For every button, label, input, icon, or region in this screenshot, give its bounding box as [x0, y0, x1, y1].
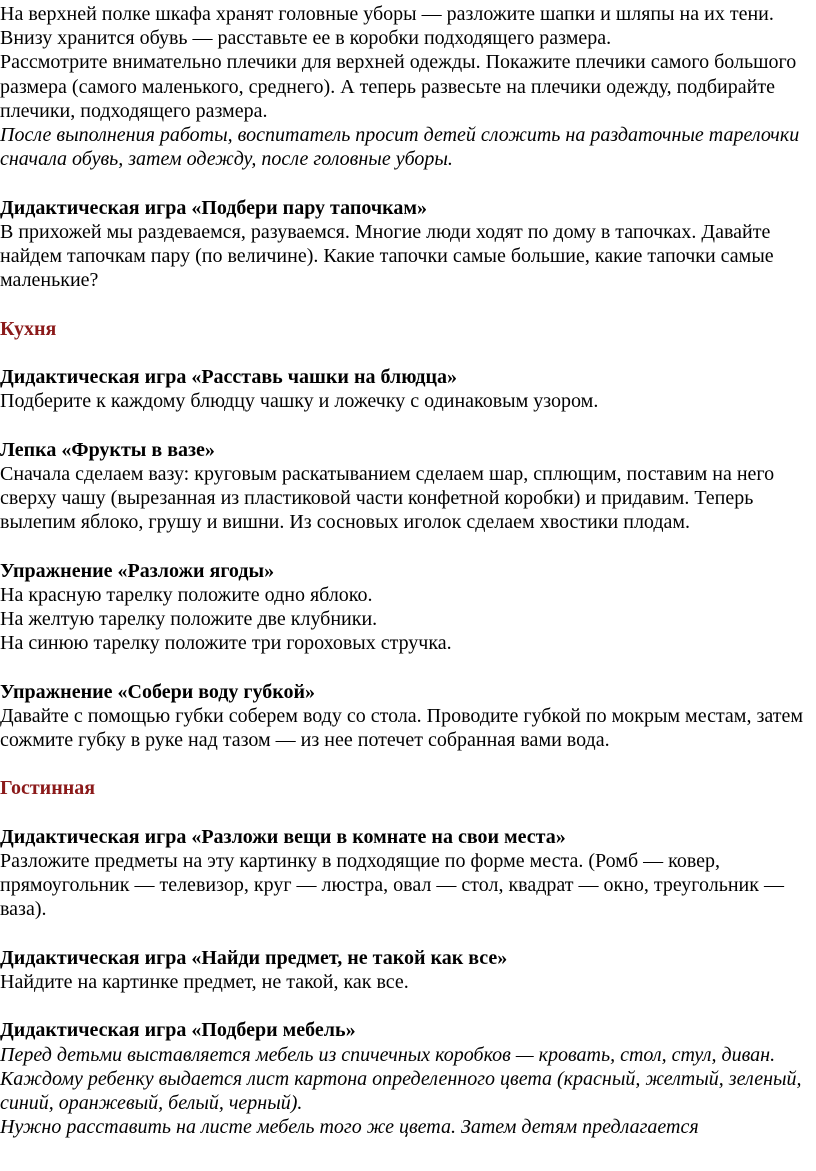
- paragraph: Найдите на картинке предмет, не такой, как все.: [0, 970, 409, 993]
- blank-line: [0, 994, 816, 1018]
- paragraph: На синюю тарелку положите три гороховых стручка.: [0, 632, 452, 655]
- section-heading: Гостинная: [0, 777, 96, 800]
- blank-line: [0, 413, 816, 437]
- activity-heading: Дидактическая игра «Подбери пару тапочкам»: [0, 196, 427, 219]
- blank-line: [0, 922, 816, 946]
- activity-heading: Дидактическая игра «Расставь чашки на блюдца»: [0, 366, 457, 388]
- activity-heading: Лепка «Фрукты в вазе»: [0, 438, 215, 461]
- blank-line: [0, 655, 816, 679]
- paragraph: На верхней полке шкафа хранят головные уборы — разложите шапки и шляпы на их тени.: [0, 3, 774, 25]
- italic-note: После выполнения работы, воспитатель просит детей сложить на раздаточные тарелочки сначала обувь, затем одежду, после головные уборы.: [0, 124, 805, 171]
- paragraph: В прихожей мы раздеваемся, разуваемся. Многие люди ходят по дому в тапочках. Давайте найдем тапочкам пару (по величине). Какие тапочки самые большие, какие тапочки самые маленькие?: [0, 220, 779, 292]
- activity-heading: Упражнение «Собери воду губкой»: [0, 680, 316, 703]
- paragraph: На желтую тарелку положите две клубники.: [0, 608, 378, 630]
- paragraph: Разложите предметы на эту картинку в подходящие по форме места. (Ромб — ковер, прямоугольник — телевизор, круг — люстра, овал — стол, квадрат — окно, треугольник — ваза).: [0, 849, 789, 921]
- italic-note: Перед детьми выставляется мебель из спичечных коробков — кровать, стол, стул, диван. Каждому ребенку выдается лист картона определенного цвета (красный, желтый, зеленый, синий, оранжевый, белый, черный).: [0, 1043, 807, 1114]
- paragraph: Подберите к каждому блюдцу чашку и ложечку с одинаковым узором.: [0, 390, 599, 413]
- paragraph: Рассмотрите внимательно плечики для верхней одежды. Покажите плечики самого большого размера (самого маленького, среднего). А теперь развесьте на плечики одежду, подбирайте плечики, подходящего размера.: [0, 51, 802, 122]
- section-heading: Кухня: [0, 317, 57, 340]
- paragraph: На красную тарелку положите одно яблоко.: [0, 583, 373, 606]
- activity-heading: Упражнение «Разложи ягоды»: [0, 559, 275, 582]
- italic-note: Нужно расставить на листе мебель того же цвета. Затем детям предлагается: [0, 1116, 699, 1139]
- paragraph: Давайте с помощью губки соберем воду со стола. Проводите губкой по мокрым местам, затем сожмите губку в руке над тазом — из нее потечет собранная вами вода.: [0, 704, 808, 751]
- paragraph: Внизу хранится обувь — расставьте ее в коробки подходящего размера.: [0, 27, 612, 50]
- blank-line: [0, 292, 816, 316]
- activity-heading: Дидактическая игра «Подбери мебель»: [0, 1019, 356, 1042]
- blank-line: [0, 171, 816, 195]
- blank-line: [0, 341, 816, 365]
- blank-line: [0, 752, 816, 776]
- paragraph: Сначала сделаем вазу: круговым раскатыванием сделаем шар, сплющим, поставим на него сверху чашу (вырезанная из пластиковой части конфетной коробки) и придавим. Теперь вылепим яблоко, грушу и вишни. Из сосновых иголок сделаем хвостики плодам.: [0, 462, 780, 534]
- blank-line: [0, 801, 816, 825]
- blank-line: [0, 534, 816, 558]
- activity-heading: Дидактическая игра «Разложи вещи в комнате на свои места»: [0, 825, 566, 848]
- activity-heading: Дидактическая игра «Найди предмет, не такой как все»: [0, 946, 508, 969]
